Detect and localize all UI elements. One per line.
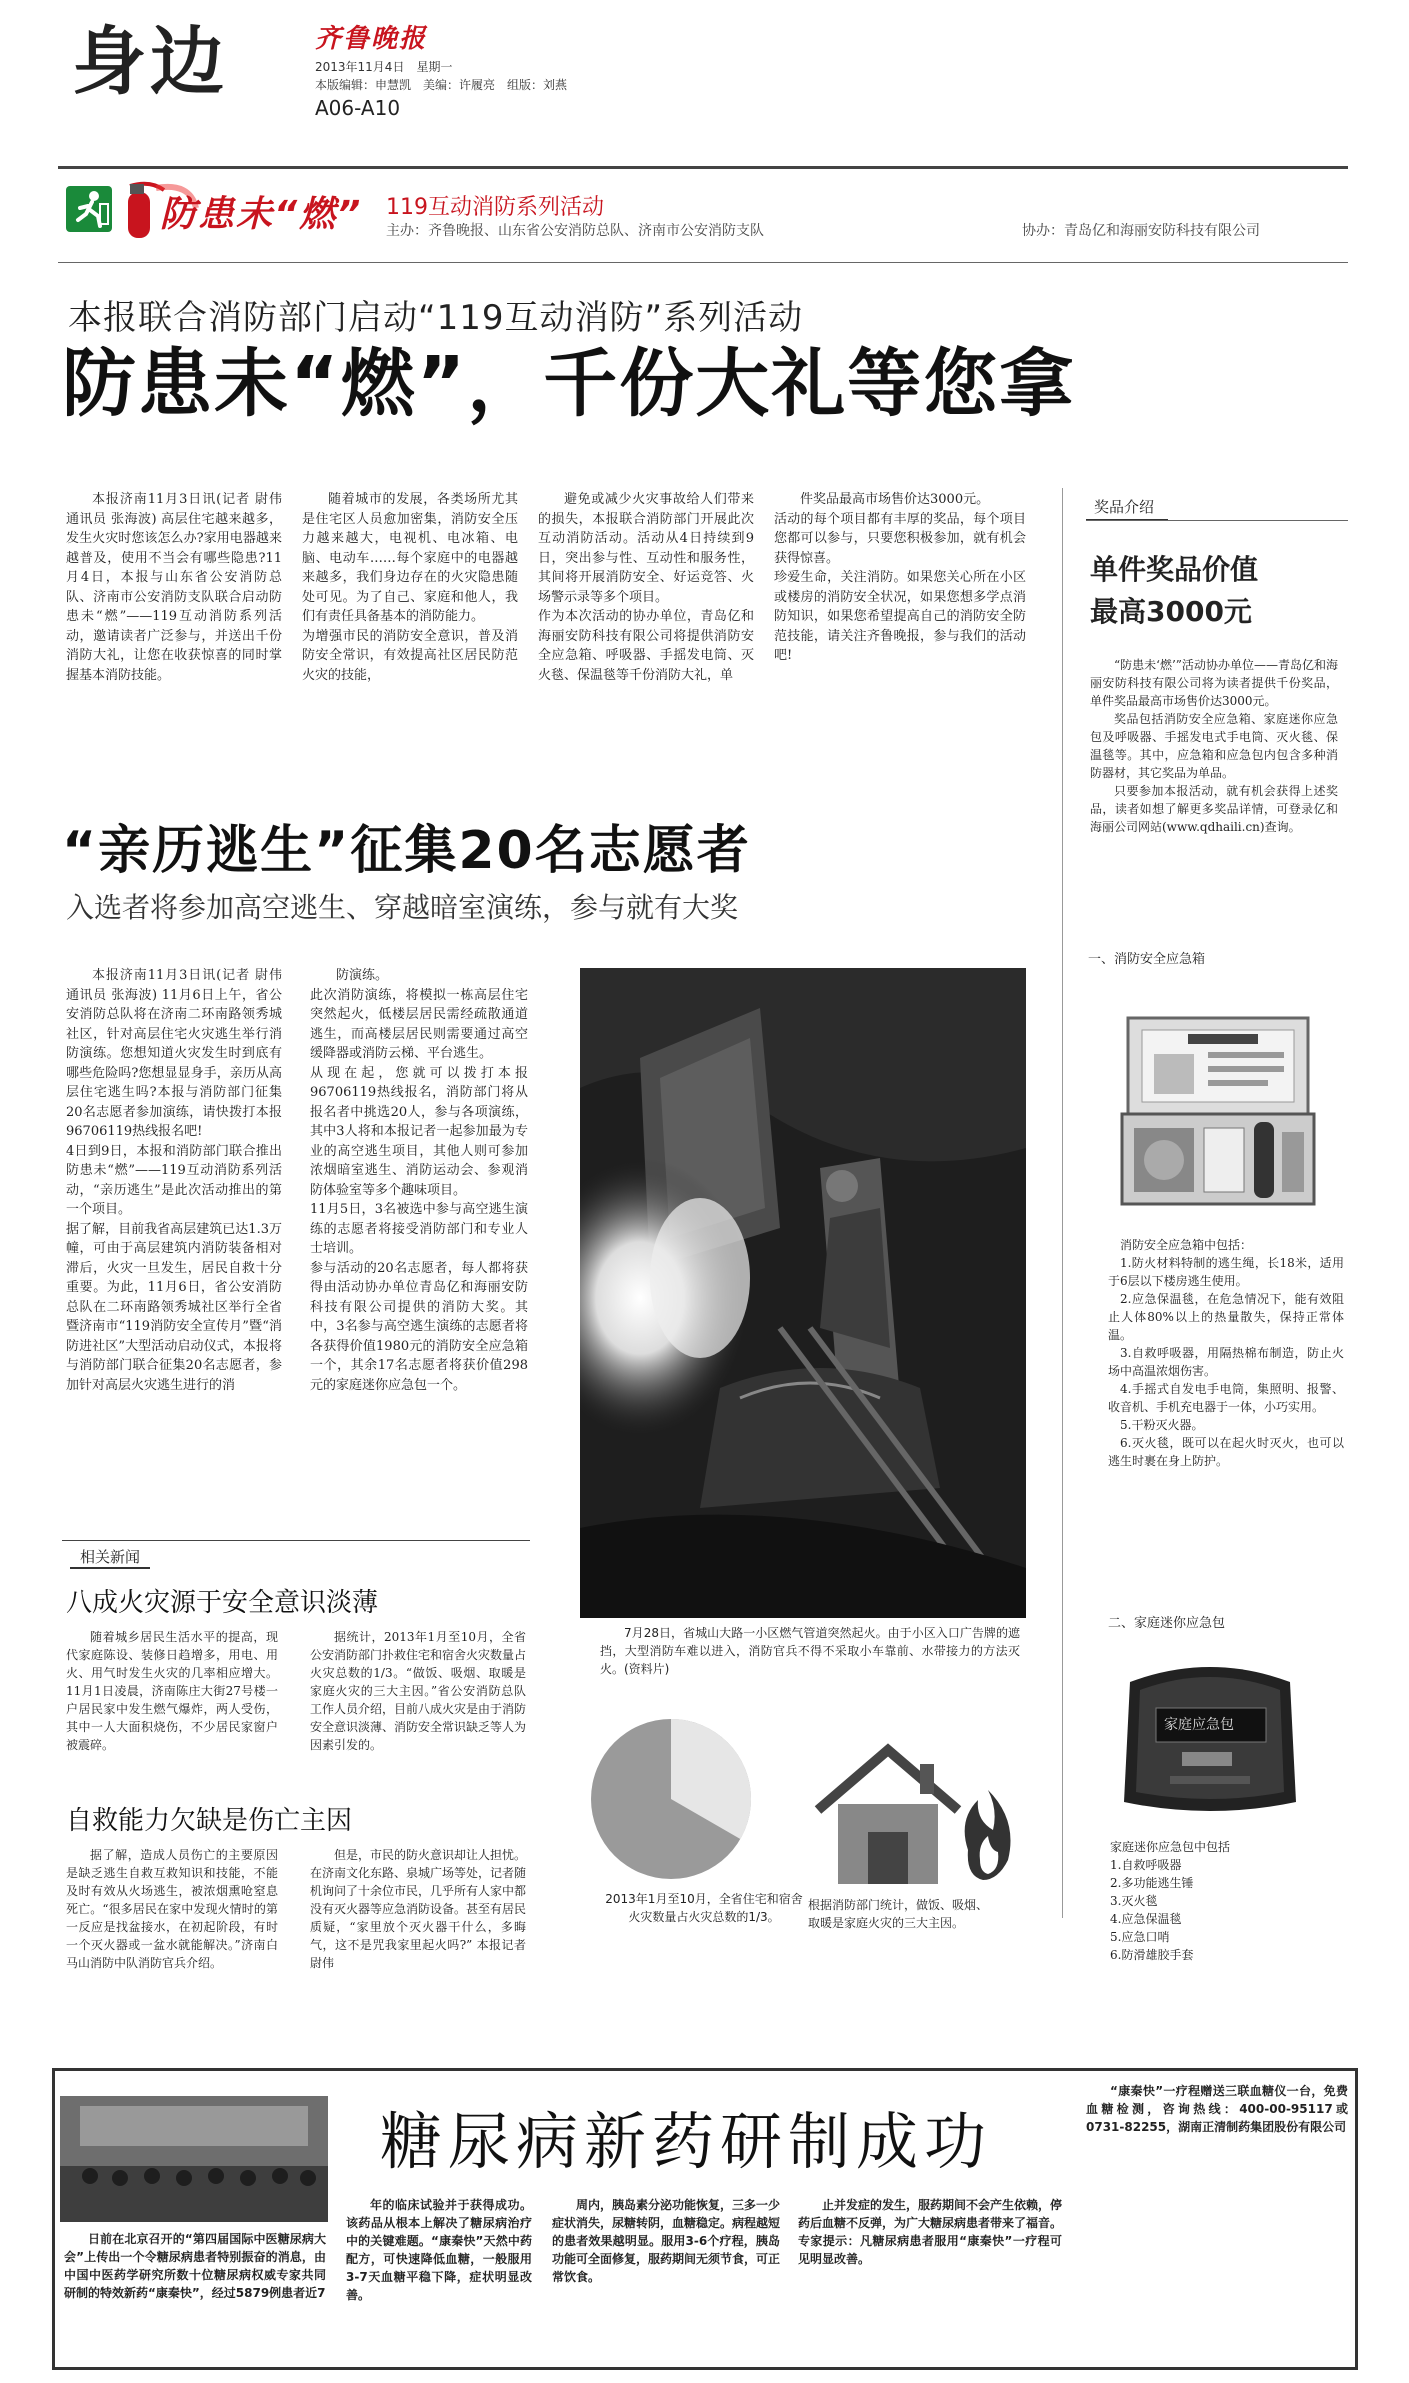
story2-column-2: 防演练。 此次消防演练，将模拟一栋高层住宅突然起火，低楼层居民需经疏散通道逃生，而高楼层居民则需要通过高空缓降器或消防云梯、平台逃生。 从现在起，您就可以拨打本报96706119热线报名，消防部门将从报名者中挑选20人，参与各项演练，其中3人将和本报记者一起参加最为专业的高空逃生项目，其他人则可参加浓烟暗室逃生、消防运动会、参观消防体验室等多个趣味项目。 11月5日，3名被选中参与高空逃生演练的志愿者将接受消防部门和专业人士培训。 参与活动的20名志愿者，每人都将获得由活动协办单位青岛亿和海丽安防科技有限公司提供的消防大奖。其中，3名参与高空逃生演练的志愿者将各获得价值1980元的消防安全应急箱一个，其余17名志愿者将获价值298元的家庭迷你应急包一个。 <box>310 968 528 1393</box>
story1-headline: 防患未“燃”，千份大礼等您拿 <box>62 341 1076 427</box>
story1-kicker: 本报联合消防部门启动“119互动消防”系列活动 <box>68 298 804 338</box>
related-headline-2: 自救能力欠缺是伤亡主因 <box>66 1806 353 1836</box>
sidebar-divider <box>1062 488 1063 1918</box>
story1-column-1: 本报济南11月3日讯(记者 尉伟 通讯员 张海波) 高层住宅越来越多，发生火灾时您该怎么办?家用电器越来越普及，使用不当会有哪些隐患?11月4日，本报与山东省公安消防总队、济南市公安消防支队联合启动防患未“燃”——119互动消防系列活动，邀请读者广泛参与，并送出千份消防大礼，让您在收获惊喜的同时掌握基本消防技能。 <box>66 492 282 683</box>
fire-exit-icon <box>66 186 112 232</box>
box1-contents: 消防安全应急箱中包括： 1.防火材料特制的逃生绳，长18米，适用于6层以下楼房逃生使用。 2.应急保温毯，在危急情况下，能有效阻止人体80%以上的热量散失，保持正常体温。 3.自救呼吸器，用隔热棉布制造，防止火场中高温浓烟伤害。 4.手摇式自发电手电筒，集照明、报警、收音机、手机充电器于一体，小巧实用。 5.干粉灭火器。 6.灭火毯，既可以在起火时灭火，也可以逃生时裹在身上防护。 <box>1108 1238 1344 1468</box>
prize-headline-1: 单件奖品价值 <box>1090 553 1259 586</box>
banner-series: 119互动消防系列活动 <box>386 195 604 220</box>
related-tag: 相关新闻 <box>70 1546 150 1569</box>
ad-column-5: “康秦快”一疗程赠送三联血糖仪一台，免费血糖检测，咨询热线：400-00-95117或0731-82255，湖南正清制药集团股份有限公司 <box>1086 2084 1348 2134</box>
related-article-2-right: 但是，市民的防火意识却让人担忧。在济南文化东路、泉城广场等处，记者随机询问了十余位市民，几乎所有人家中都没有灭火器等应急消防设备。甚至有居民质疑，“家里放个灭火器干什么，多晦气，这不是咒我家里起火吗?” 本报记者 尉伟 <box>310 1848 527 1970</box>
story1-column-2: 随着城市的发展，各类场所尤其是住宅区人员愈加密集，消防安全压力越来越大，电视机、电冰箱、电脑、电动车……每个家庭中的电器越来越多，我们身边存在的火灾隐患随处可见。为了自己、家庭和他人，我们有责任具备基本的消防能力。 为增强市民的消防安全意识，普及消防安全常识，有效提高社区居民防范火灾的技能， <box>302 492 518 683</box>
box2-contents: 家庭迷你应急包中包括 1.自救呼吸器 2.多功能逃生锤 3.灭火毯 4.应急保温毯 5.应急口哨 6.防滑雄胶手套 <box>1110 1840 1231 1962</box>
box1-title: 一、消防安全应急箱 <box>1088 952 1206 967</box>
story2-subhead: 入选者将参加高空逃生、穿越暗室演练，参与就有大奖 <box>66 891 739 924</box>
section-title: 身边 <box>72 19 228 105</box>
prize-intro: “防患未‘燃’”活动协办单位——青岛亿和海丽安防科技有限公司将为读者提供千份奖品，单件奖品最高市场售价达3000元。 奖品包括消防安全应急箱、家庭迷你应急包及呼吸器、手摇发电式手电筒、灭火毯、保温毯等。其中，应急箱和应急包内包含多种消防器材，其它奖品为单品。 只要参加本报活动，就有机会获得上述奖品，读者如想了解更多奖品详情，可登录亿和海丽公司网站(www.qdhaili.cn)查询。 <box>1090 658 1338 834</box>
editor-credits: 本版编辑：申慧凯 美编：许履亮 组版：刘燕 <box>315 78 568 92</box>
related-article-1-right: 据统计，2013年1月至10月，全省公安消防部门扑救住宅和宿舍火灾数量占火灾总数的1/3。“做饭、吸烟、取暖是家庭火灾的三大主因。”省公安消防总队工作人员介绍，目前八成火灾是由于消防安全意识淡薄、消防安全常识缺乏等人为因素引发的。 <box>310 1630 527 1752</box>
newspaper-logo: 齐鲁晚报 <box>315 24 428 54</box>
fire-share-pie-chart <box>586 1714 756 1884</box>
ad-conference-photo <box>60 2096 328 2222</box>
mini-kit-label: 家庭应急包 <box>1164 1717 1234 1733</box>
prize-tag: 奖品介绍 <box>1086 496 1168 521</box>
related-article-2-left: 据了解，造成人员伤亡的主要原因是缺乏逃生自救互救知识和技能，不能及时有效从火场逃生，被浓烟熏呛窒息死亡。“很多居民在家中发现火情时的第一反应是找盆接水，在初起阶段，有时一个灭火器或一盆水就能解决。”济南白马山消防中队消防官兵介绍。 <box>66 1848 278 1970</box>
pie-caption: 2013年1月至10月，全省住宅和宿舍火灾数量占火灾总数的1/3。 <box>605 1892 803 1924</box>
emergency-kit-image <box>1118 1014 1318 1212</box>
page-range: A06-A10 <box>315 96 401 120</box>
story2-column-1: 本报济南11月3日讯(记者 尉伟 通讯员 张海波) 11月6日上午，省公安消防总队将在济南二环南路领秀城社区，针对高层住宅火灾逃生举行消防演练。您想知道火灾发生时到底有哪些危险吗?您想显显身手，亲历从高层住宅逃生吗?本报与消防部门征集20名志愿者参加演练，请快拨打本报96706119热线报名吧! 4日到9日，本报和消防部门联合推出防患未“燃”——119互动消防系列活动，“亲历逃生”是此次活动推出的第一个项目。 据了解，目前我省高层建筑已达1.3万幢，可由于高层建筑内消防装备相对滞后，火灾一旦发生，居民自救十分重要。为此，11月6日，省公安消防总队在二环南路领秀城社区举行全省暨济南市“119消防安全宣传月”暨“消防进社区”大型活动启动仪式，本报将与消防部门联合征集20名志愿者，参加针对高层火灾逃生进行的消 <box>66 968 282 1393</box>
issue-date: 2013年11月4日 星期一 <box>315 60 453 74</box>
box2-title: 二、家庭迷你应急包 <box>1108 1616 1226 1631</box>
story1-column-4: 件奖品最高市场售价达3000元。 活动的每个项目都有丰厚的奖品，每个项目您都可以参与，只要您积极参加，就有机会获得惊喜。 珍爱生命，关注消防。如果您关心所在小区或楼房的消防安全状况，如果您想多学点消防知识，如果您希望提高自己的消防安全防范技能，请关注齐鲁晚报，参与我们的活动吧! <box>774 492 1026 663</box>
ad-column-1: 日前在北京召开的“第四届国际中医糖尿病大会”上传出一个令糖尿病患者特别振奋的消息，由中国中医药学研究所数十位糖尿病权威专家共同研制的特效新药“康秦快”，经过5879例患者近7 <box>64 2232 326 2300</box>
related-article-1-left: 随着城乡居民生活水平的提高，现代家庭陈设、装修日趋增多，用电、用火、用气时发生火灾的几率相应增大。11月1日凌晨，济南陈庄大街27号楼一户居民家中发生燃气爆炸，两人受伤，其中一人大面积烧伤，不少居民家窗户被震碎。 <box>66 1630 278 1752</box>
fire-photo-caption: 7月28日，省城山大路一小区燃气管道突然起火。由于小区入口广告牌的遮挡，大型消防车难以进入，消防官兵不得不采取小车靠前、水带接力的方法灭火。(资料片) <box>600 1626 1020 1676</box>
house-fire-icon <box>808 1740 1018 1890</box>
story2-headline: “亲历逃生”征集20名志愿者 <box>62 821 751 881</box>
story1-column-3: 避免或减少火灾事故给人们带来的损失，本报联合消防部门开展此次互动消防活动。活动从4日持续到9日，突出参与性、互动性和服务性，其间将开展消防安全、好运竞答、火场警示录等多个项目。 作为本次活动的协办单位，青岛亿和海丽安防科技有限公司将提供消防安全应急箱、呼吸器、手摇发电筒、灭火毯、保温毯等千份消防大礼，单 <box>538 492 754 683</box>
related-headline-1: 八成火灾源于安全意识淡薄 <box>66 1588 379 1618</box>
banner-top-rule <box>58 166 1348 169</box>
prize-headline-2: 最高3000元 <box>1090 595 1252 628</box>
banner-co-organizer: 协办：青岛亿和海丽安防科技有限公司 <box>1022 223 1260 239</box>
banner-sponsors: 主办：齐鲁晚报、山东省公安消防总队、济南市公安消防支队 <box>386 223 764 239</box>
ad-column-2: 年的临床试验并于获得成功。该药品从根本上解决了糖尿病治疗中的关键难题。“康秦快”天然中药配方，可快速降低血糖，一般服用3-7天血糖平稳下降，症状明显改善。 <box>346 2198 532 2302</box>
mini-kit-image <box>1110 1652 1310 1820</box>
ad-column-4: 止并发症的发生，服药期间不会产生依赖，停药后血糖不反弹，为广大糖尿病患者带来了福音。专家提示：凡糖尿病患者服用“康秦快”一疗程可见明显改善。 <box>798 2198 1063 2266</box>
banner-slogan: 防患未“燃” <box>160 194 363 235</box>
prize-tag-rule <box>1086 520 1348 521</box>
banner-bottom-rule <box>58 262 1348 263</box>
related-rule <box>62 1540 530 1541</box>
house-caption: 根据消防部门统计，做饭、吸烟、取暖是家庭火灾的三大主因。 <box>808 1898 989 1930</box>
fire-rescue-photo <box>580 968 1026 1618</box>
ad-headline: 糖尿病新药研制成功 <box>380 2105 993 2178</box>
ad-column-3: 周内，胰岛素分泌功能恢复，三多一少症状消失，尿糖转阴，血糖稳定。病程越短的患者效果越明显。服用3-6个疗程，胰岛功能可全面修复，服药期间无须节食，可正常饮食。 <box>552 2198 781 2284</box>
